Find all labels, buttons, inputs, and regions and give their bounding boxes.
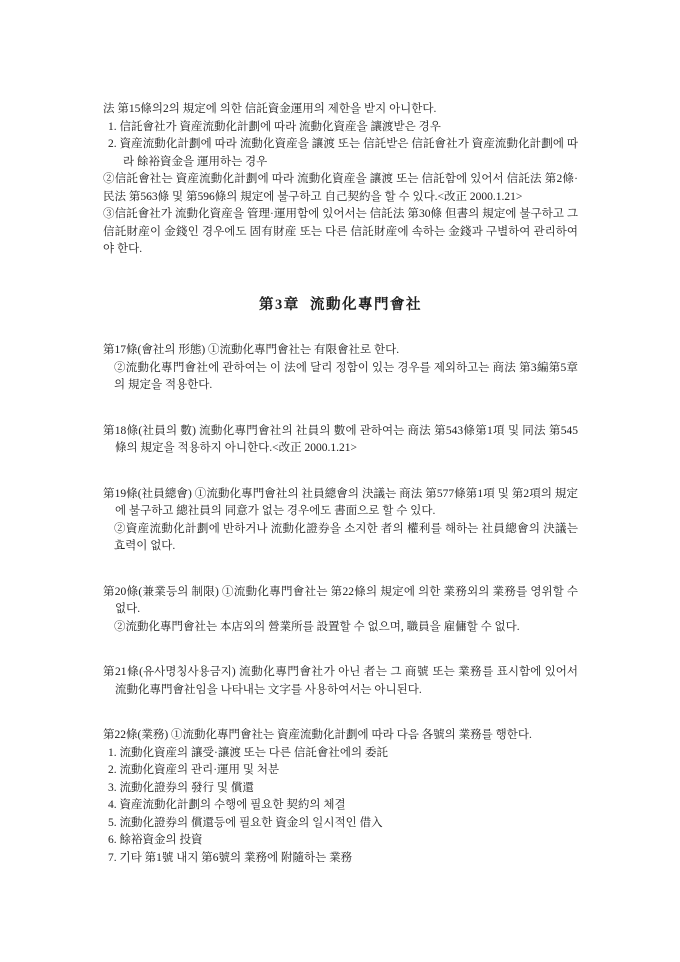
article-17-paragraph-1: 第17條(會社의 形態) ①流動化專門會社는 有限會社로 한다.: [103, 344, 400, 356]
article-21: [103, 664, 578, 699]
article-22-item-2: 2. 流動化資産의 관리·運用 및 처분: [108, 764, 280, 776]
article-19-paragraph-2: ②資産流動化計劃에 반하거나 流動化證券을 소지한 者의 權利를 해하는 社員總會의 決議는 효력이 없다.: [114, 522, 578, 552]
article-19: [103, 486, 578, 556]
article-17-paragraph-2: ②流動化專門會社에 관하여는 이 法에 달리 정함이 있는 경우를 제외하고는 商法 第3編第5章의 規定을 적용한다.: [114, 361, 578, 391]
article-18-paragraph-1: 第18條(社員의 數) 流動化專門會社의 社員의 數에 관하여는 商法 第543條第1項 및 同法 第545條의 規定을 적용하지 아니한다.<改正 2000.1.21>: [103, 424, 578, 454]
article-20-paragraph-2: ②流動化專門會社는 本店외의 營業所를 設置할 수 없으며, 職員을 雇傭할 수 없다.: [114, 620, 520, 633]
article-19-paragraph-1: 第19條(社員總會) ①流動化專門會社의 社員總會의 決議는 商法 第577條第1項 및 第2項의 規定에 불구하고 總社員의 同意가 없는 경우에도 書面으로 할 수 있다.: [103, 487, 578, 517]
article-22: [103, 727, 578, 867]
article-22-paragraph-1: 第22條(業務) ①流動化專門會社는 資産流動化計劃에 따라 다음 各號의 業務를 행한다.: [103, 729, 532, 741]
statute-list-item: 1. 信託會社가 資産流動化計劃에 따라 流動化資産을 讓渡받은 경우: [108, 120, 441, 133]
article-21-paragraph-1: 第21條(유사명칭사용금지) 流動化專門會社가 아닌 者는 그 商號 또는 業務를 표시함에 있어서 流動化專門會社임을 나타내는 文字를 사용하여서는 아니된다.: [103, 666, 578, 696]
statute-paragraph: ③信託會社가 流動化資産을 管理·運用함에 있어서는 信託法 第30條 但書의 規定에 불구하고 그 信託財産이 金錢인 경우에도 固有財産 또는 다른 信託財産에 속하는 金錢과 구별하여 관리하여야 한다.: [103, 208, 578, 255]
statute-list-item: 2. 資産流動化計劃에 따라 流動化資産을 讓渡 또는 信託받은 信託會社가 資産流動化計劃에 따라 餘裕資金을 運用하는 경우: [108, 138, 578, 168]
statute-paragraph: 法 第15條의2의 規定에 의한 信託資金運用의 제한을 받지 아니한다.: [103, 103, 437, 115]
article-17: [103, 342, 578, 395]
chapter-heading: 第3章 流動化專門會社: [259, 296, 422, 313]
article-22-item-6: 6. 餘裕資金의 投資: [108, 834, 203, 846]
statute-paragraph: ②信託會社는 資産流動化計劃에 따라 流動化資産을 讓渡 또는 信託함에 있어서 信託法 第2條·民法 第563條 및 第596條의 規定에 불구하고 自己契約을 할 수 있다.<改正 2000.1.21>: [103, 173, 578, 203]
article-22-item-5: 5. 流動化證券의 償還등에 필요한 資金의 일시적인 借入: [108, 816, 383, 829]
article-22-item-4: 4. 資産流動化計劃의 수행에 필요한 契約의 체결: [108, 799, 346, 811]
article-20: [103, 584, 578, 637]
article-22-item-7: 7. 기타 第1號 내지 第6號의 業務에 附隨하는 業務: [108, 851, 353, 864]
article-16-continuation: [103, 101, 578, 259]
article-20-paragraph-1: 第20條(兼業등의 制限) ①流動化專門會社는 第22條의 規定에 의한 業務외의 業務를 영위할 수 없다.: [103, 585, 578, 615]
article-22-item-1: 1. 流動化資産의 讓受·讓渡 또는 다른 信託會社에의 委託: [108, 746, 388, 759]
article-18: [103, 423, 578, 458]
article-22-item-3: 3. 流動化證券의 發行 및 償還: [108, 781, 254, 794]
